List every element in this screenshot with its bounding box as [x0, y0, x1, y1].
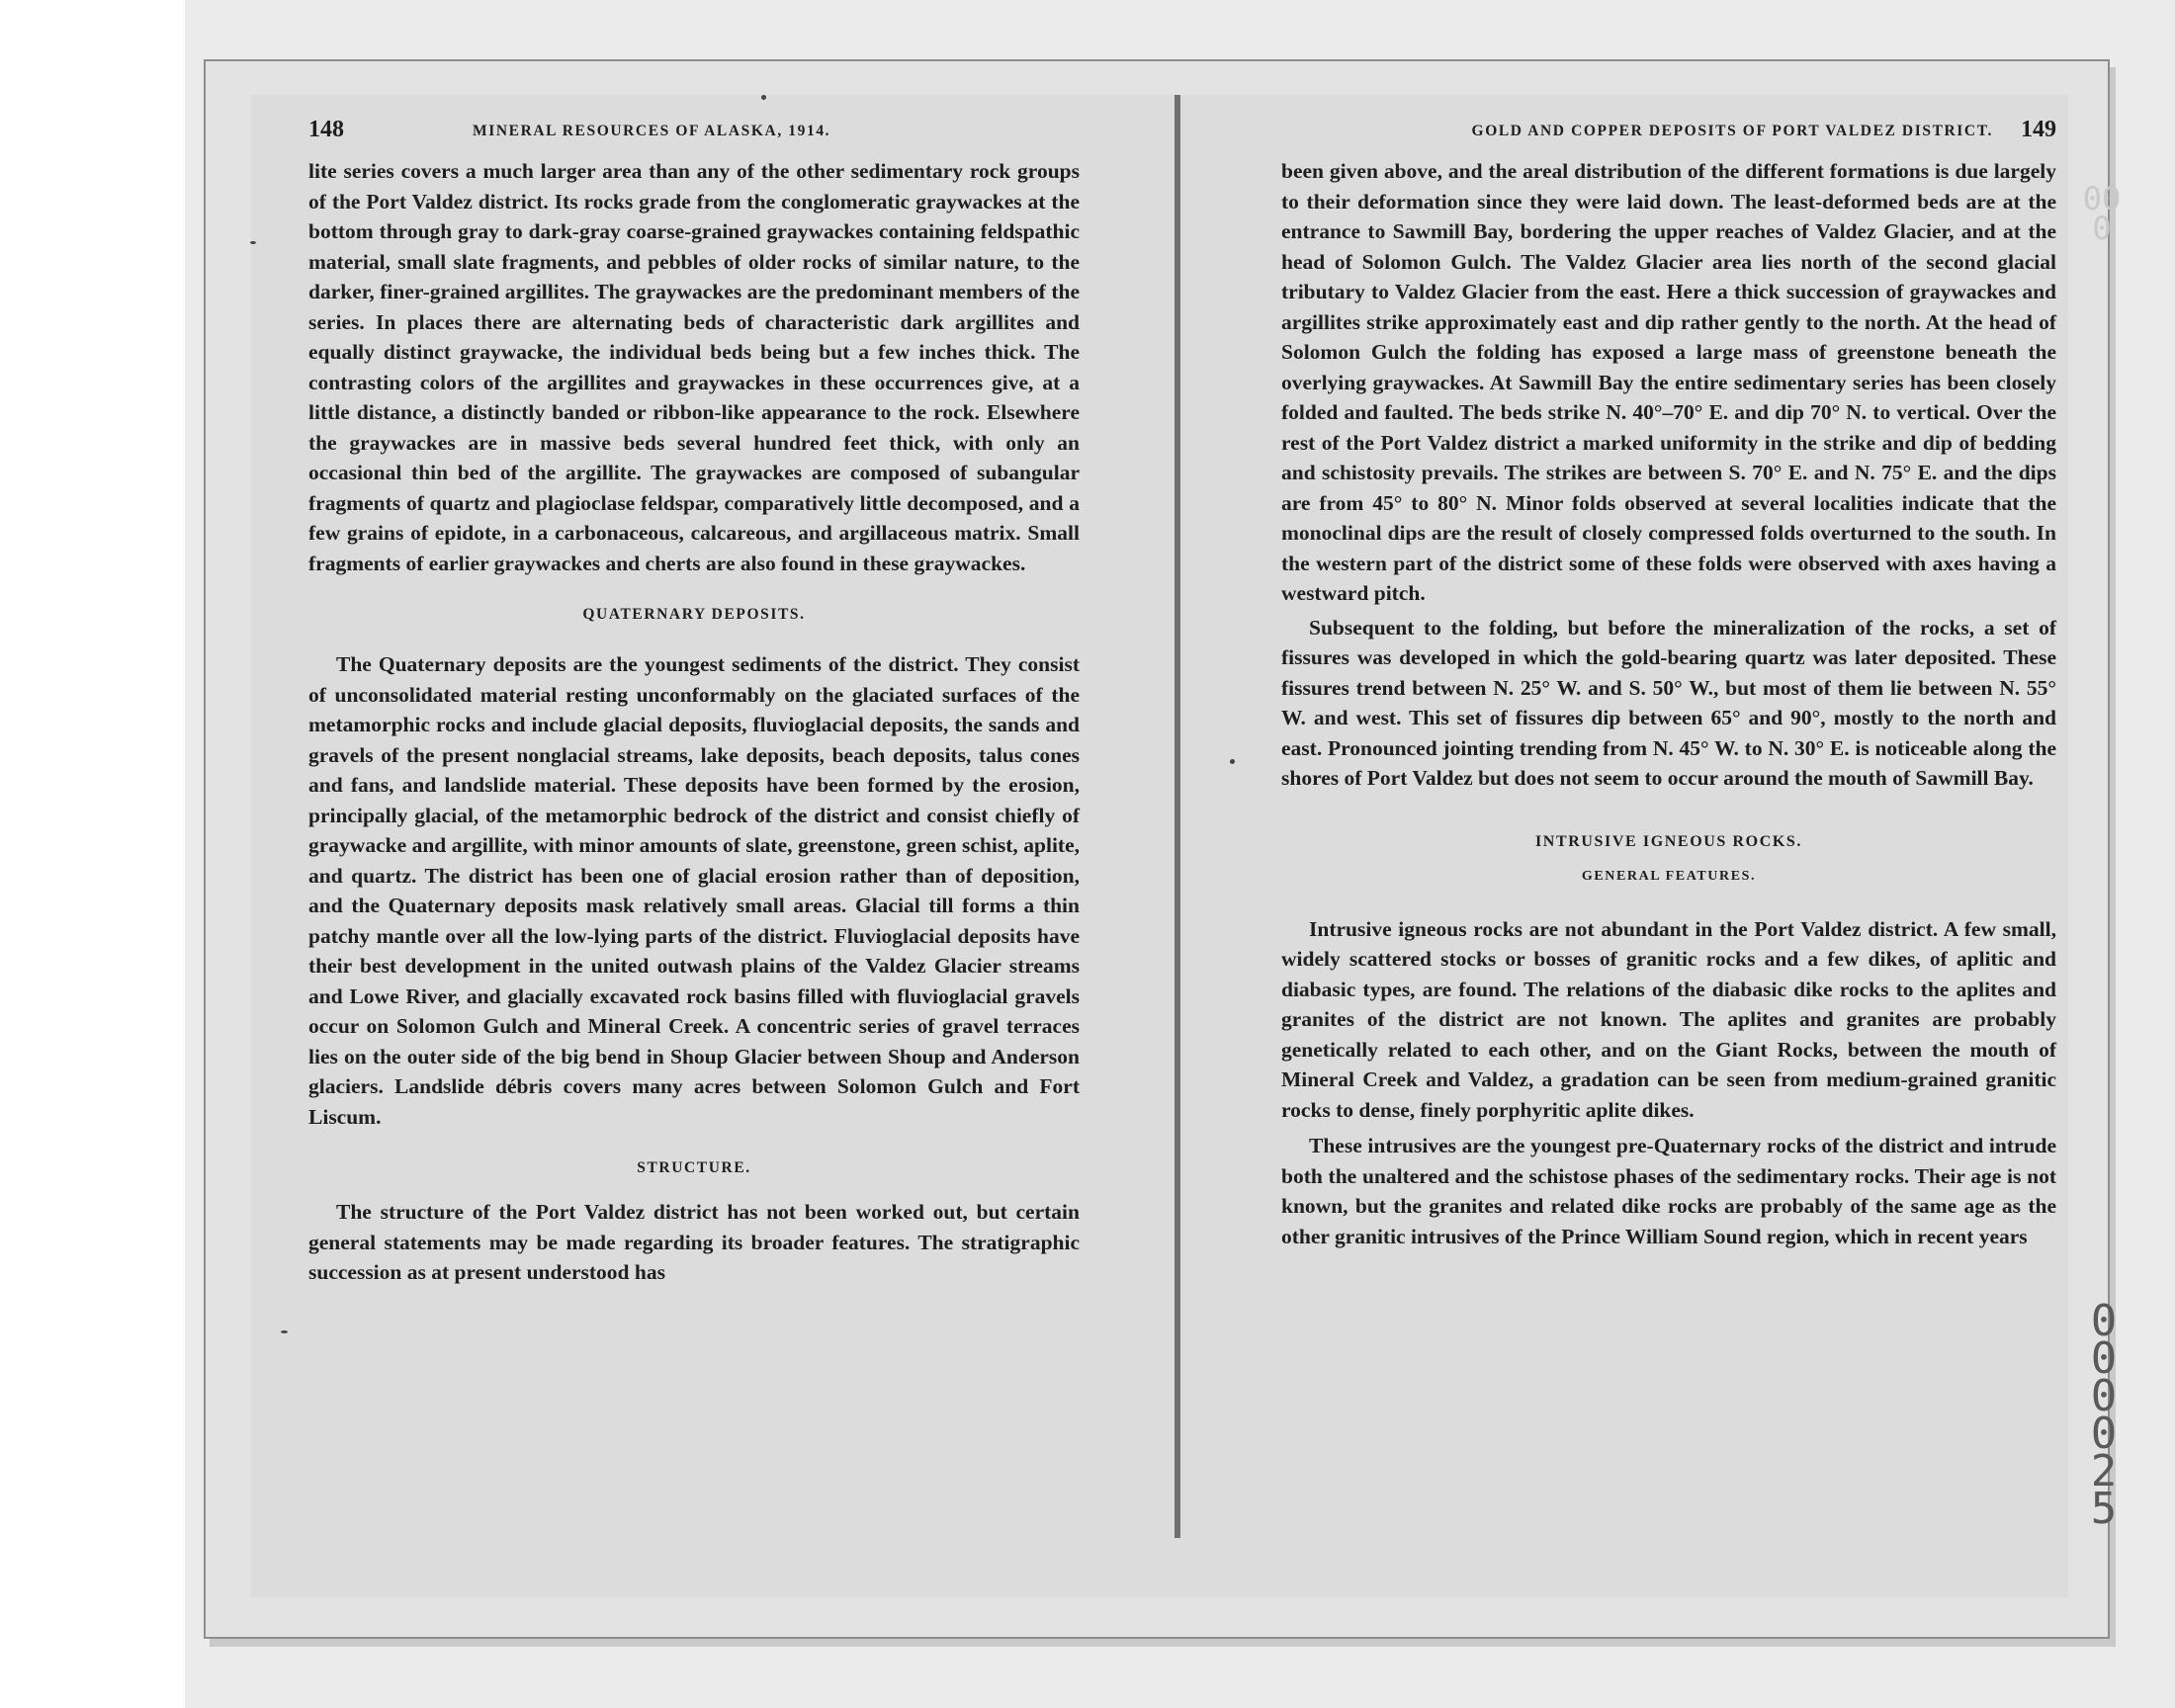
running-head: MINERAL RESOURCES OF ALASKA, 1914.: [473, 123, 831, 139]
page-header: [1281, 117, 2056, 156]
section-heading: QUATERNARY DEPOSITS.: [582, 606, 806, 623]
speck: [1230, 759, 1235, 764]
section-heading: INTRUSIVE IGNEOUS ROCKS.: [1534, 832, 1802, 850]
left-page: [308, 117, 1080, 1288]
paragraph: lite series covers a much larger area than any of the other sedimentary rock groups of the Port Valdez district. Its rocks grade from the conglomeratic graywackes at the bottom through gray to dark-gray coarse-grained graywackes containing feldspathic material, small slate fragments, and pebbles of older rocks of similar nature, to the darker, finer-grained argillites. The graywackes are the predominant members of the series. In places there are alternating beds of characteristic dark argillites and equally distinct graywacke, the individual beds being but a few inches thick. The contrasting colors of the argillites and graywackes in these occurrences give, at a little distance, a distinctly banded or ribbon-like appearance to the rock. Elsewhere the graywackes are in massive beds several hundred feet thick, with only an occasional thin bed of the argillite. The graywackes are composed of subangular fragments of quartz and plagioclase feldspar, comparatively little decomposed, and a few grains of epidote, in a carbonaceous, calcareous, and argillaceous matrix. Small fragments of earlier graywackes and cherts are also found in these graywackes.: [308, 159, 1080, 575]
page-header: [308, 117, 1080, 156]
stamp-number: 000025: [2090, 1296, 2118, 1534]
paragraph: Intrusive igneous rocks are not abundant in the Port Valdez district. A few small, widely scattered stocks or bosses of granitic rocks and a few dikes, of aplitic and diabasic types, are found. The relations of the diabasic dike rocks to the aplites and granites of the district are not known. The aplites and granites are probably genetically related to each other, and on the Giant Rocks, between the mouth of Mineral Creek and Valdez, a gradation can be seen from medium-grained granitic rocks to dense, finely porphyritic aplite dikes.: [1281, 916, 2056, 1122]
page-number: 149: [2021, 117, 2056, 142]
paragraph: Subsequent to the folding, but before the mineralization of the rocks, a set of fissures was developed in which the gold-bearing quartz was later deposited. These fissures trend between N. 25° W. and S. 50° W., but most of them lie between N. 55° W. and west. This set of fissures dip between 65° and 90°, mostly to the north and east. Pronounced jointing trending from N. 45° W. to N. 30° E. is noticeable along the shores of Port Valdez but does not seem to occur around the mouth of Sawmill Bay.: [1281, 615, 2056, 790]
paragraph: The structure of the Port Valdez district has not been worked out, but certain general statements may be made regarding its broader features. The stratigraphic succession as at present understood has: [308, 1200, 1080, 1284]
paragraph: been given above, and the areal distribution of the different formations is due largely to their deformation since they were laid down. The least-deformed beds are at the entrance to Sawmill Bay, bordering the upper reaches of Valdez Glacier, and at the head of Solomon Gulch. The Valdez Glacier area lies north of the second glacial tributary to Valdez Glacier from the east. Here a thick succession of graywackes and argillites strike approximately east and dip rather gently to the north. At the head of Solomon Gulch the folding has exposed a large mass of greenstone beneath the overlying graywackes. At Sawmill Bay the entire sedimentary series has been closely folded and faulted. The beds strike N. 40°–70° E. and dip 70° N. to vertical. Over the rest of the Port Valdez district a marked uniformity in the strike and dip of bedding and schistosity prevails. The strikes are between S. 70° E. and N. 75° E. and the dips are from 45° to 80° N. Minor folds observed at several localities indicate that the monoclinal dips are the result of closely compressed folds overturned to the south. In the western part of the district some of these folds were observed with axes having a westward pitch.: [1281, 159, 2056, 605]
page-gutter: [1174, 95, 1180, 1538]
running-head: GOLD AND COPPER DEPOSITS OF PORT VALDEZ DISTRICT.: [1471, 123, 1993, 139]
speck: [281, 1330, 288, 1333]
speck: [761, 95, 766, 100]
section-heading: STRUCTURE.: [637, 1159, 751, 1176]
faint-stamp-number: 000: [2082, 180, 2122, 247]
subsection-heading: GENERAL FEATURES.: [1581, 868, 1757, 884]
paragraph: These intrusives are the youngest pre-Quaternary rocks of the district and intrude both the unaltered and the schistose phases of the sedimentary rocks. Their age is not known, but the granites and related dike rocks are probably of the same age as the other granitic intrusives of the Prince William Sound region, which in recent years: [1281, 1134, 2056, 1248]
paragraph: The Quaternary deposits are the youngest sediments of the district. They consist of unconsolidated material resting unconformably on the glaciated surfaces of the metamorphic rocks and include glacial deposits, fluvioglacial deposits, the sands and gravels of the present nonglacial streams, lake deposits, beach deposits, talus cones and fans, and landslide material. These deposits have been formed by the erosion, principally glacial, of the metamorphic bedrock of the district and consist chiefly of graywacke and argillite, with minor amounts of slate, greenstone, green schist, aplite, and quartz. The district has been one of glacial erosion rather than of deposition, and the Quaternary deposits mask relatively small areas. Glacial till forms a thin patchy mantle over all the low-lying parts of the district. Fluvioglacial deposits have their best development in the united outwash plains of the Valdez Glacier streams and Lowe River, and glacially excavated rock basins filled with fluvioglacial gravels occur on Solomon Gulch and Mineral Creek. A concentric series of gravel terraces lies on the outer side of the big bend in Shoup Glacier between Shoup and Anderson glaciers. Landslide débris covers many acres between Solomon Gulch and Fort Liscum.: [308, 652, 1080, 1129]
page-number: 148: [308, 117, 344, 142]
right-page: [1281, 117, 2056, 1251]
speck: [250, 241, 256, 244]
